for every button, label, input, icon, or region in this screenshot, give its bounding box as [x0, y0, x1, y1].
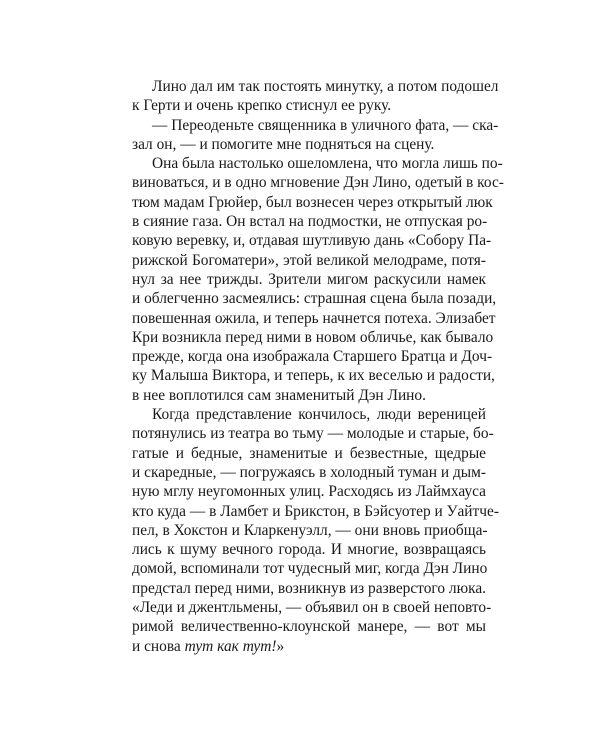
text-line: к Герти и очень крепко стиснул ее руку. — [132, 97, 392, 115]
text-line: повешенная ожила, и теперь начнется потеха. Элизабет — [132, 309, 496, 327]
text-line: «Леди и джентльмены, — объявил он в своей неповто- — [132, 599, 492, 617]
paragraph-4 — [112, 405, 499, 656]
text-line: пел, в Хокстон и Кларкенуэлл, — они вновь приобща- — [132, 521, 488, 539]
text-line: тюм мадам Грюйер, был вознесен через открытый люк — [132, 193, 493, 211]
text-line: домой, вспоминали тот чудесный миг, когда Дэн Лино — [132, 560, 488, 578]
text-line: гатые и бедные, знаменитые и безвестные, щедрые — [132, 444, 486, 462]
text-line: рижской Богоматери», этой великой мелодраме, потя- — [132, 251, 486, 269]
paragraph-2 — [112, 116, 499, 155]
text-line: предстал перед ними, возникнув из разверстого люка. — [132, 579, 486, 597]
text-line: римой величественно-клоунской манере, — вот мы — [132, 618, 486, 636]
text-line: Когда представление кончилось, люди вереницей — [152, 406, 486, 424]
italic-phrase: тут как тут! — [184, 637, 277, 655]
final-line-suffix: » — [276, 637, 285, 655]
text-line: и скаредные, — погружаясь в холодный туман и дым- — [132, 463, 486, 481]
text-line: нул за нее трижды. Зрители мигом раскусили намек — [132, 270, 486, 288]
text-line: ку Малыша Виктора, и теперь, к их веселью и радости, — [132, 367, 495, 385]
text-line: ковую веревку, и, отдавая шутливую дань «Собору Па- — [132, 232, 492, 250]
text-line: Кри возникла перед ними в новом обличье, как бывало — [132, 328, 494, 346]
final-line-prefix: и снова — [132, 637, 185, 655]
body-text — [112, 77, 504, 656]
text-line: виноваться, и в одно мгновение Дэн Лино, одетый в кос- — [132, 174, 504, 192]
text-line: зал он, — и помогите мне подняться на сцену. — [132, 135, 435, 153]
text-line: в нее воплотился сам знаменитый Дэн Лино. — [132, 386, 426, 404]
text-line: в сияние газа. Он встал на подмостки, не отпуская ро- — [132, 213, 488, 231]
paragraph-3 — [112, 154, 504, 405]
text-line: лись к шуму вечного города. И многие, возвращаясь — [132, 541, 486, 559]
text-line: Лино дал им так постоять минутку, а потом подошел — [152, 78, 499, 95]
text-line: прежде, когда она изображала Старшего Братца и Доч- — [132, 348, 493, 366]
text-line: кто куда — в Ламбет и Брикстон, в Бэйсуотер и Уайтче- — [132, 502, 499, 520]
final-line — [112, 637, 486, 656]
paragraph-1 — [112, 77, 499, 116]
text-line: ную мглу неугомонных улиц. Расходясь из Лаймхауса — [132, 483, 486, 501]
text-line: и облегченно засмеялись: страшная сцена была позади, — [132, 290, 497, 308]
text-line: потянулись из театра во тьму — молодые и старые, бо- — [132, 425, 494, 443]
text-line: — Переоденьте священника в уличного фата, — ска- — [152, 116, 499, 134]
text-line: Она была настолько ошеломлена, что могла лишь по- — [152, 155, 503, 173]
